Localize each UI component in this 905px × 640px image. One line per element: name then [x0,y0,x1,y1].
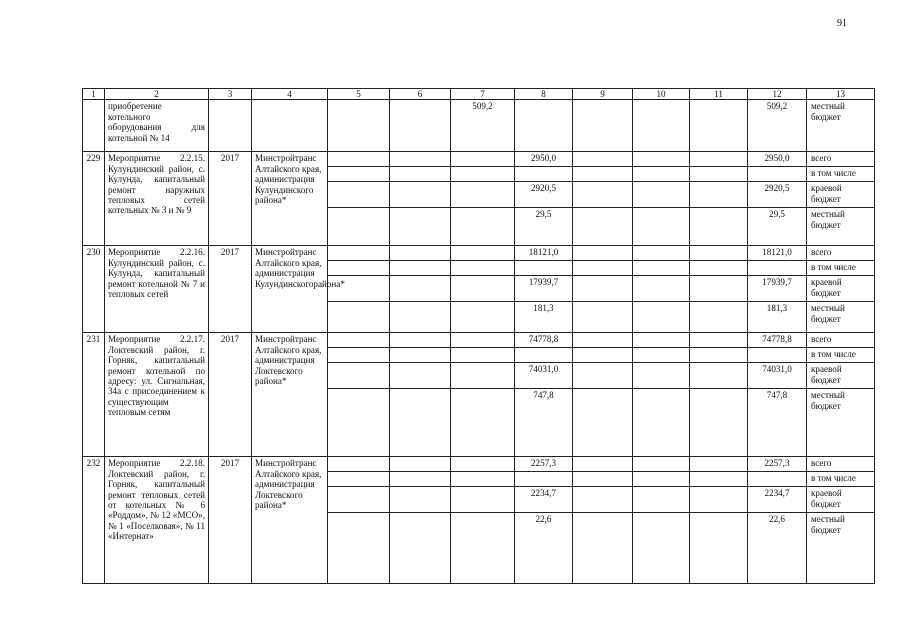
cell-col11 [690,261,748,276]
cell-col6 [390,333,451,348]
continued-description: приобретение котельного оборудования для котельной № 14 [105,100,209,152]
cell-col9 [573,208,633,246]
cell-col12: 2920,5 [748,182,807,208]
cell-col9 [573,457,633,472]
cell-col7 [451,333,515,348]
row-number: 232 [83,457,105,584]
cell-source: краевой бюджет [807,182,875,208]
cell-col5 [328,363,390,389]
cell-col10 [633,472,690,487]
cell-col12: 17939,7 [748,276,807,302]
cell-col6 [390,513,451,584]
cell-col8: 29,5 [515,208,573,246]
cell-source: краевой бюджет [807,363,875,389]
cell-col8 [515,472,573,487]
cell-col7 [451,246,515,261]
continued-row [83,100,875,152]
cell-col7 [451,302,515,333]
measure-executor: Минстройтранс Алтайского края, администрация Локтевского района* [252,333,328,457]
cell-col7 [451,261,515,276]
cell-col6 [390,152,451,167]
cell-col12 [748,261,807,276]
cell-col8: 181,3 [515,302,573,333]
cell-col7 [451,208,515,246]
cell-col6 [390,457,451,472]
cell-col8 [515,261,573,276]
table-row [83,457,875,472]
cell-col7 [451,152,515,167]
cell-source: всего [807,152,875,167]
cell-col7 [451,363,515,389]
cell-col5 [328,182,390,208]
table-row [83,152,875,167]
cell-col6 [390,182,451,208]
cell-col8: 2950,0 [515,152,573,167]
cell-col12 [748,472,807,487]
cell-col5 [328,333,390,348]
measure-year: 2017 [209,333,252,457]
cell-col11 [690,348,748,363]
cell-col8: 74031,0 [515,363,573,389]
cell-col7 [451,487,515,513]
cell-col11 [690,246,748,261]
cell-col10 [633,152,690,167]
cell-col11 [690,208,748,246]
cell-source: в том числе [807,167,875,182]
cell-col9 [573,167,633,182]
cell-col11 [690,472,748,487]
cell-source: в том числе [807,261,875,276]
cell-col9 [573,302,633,333]
col-header: 4 [252,89,328,100]
cell-col9 [573,472,633,487]
cell-col5 [328,348,390,363]
cell-col5 [328,246,390,261]
cell-source: в том числе [807,472,875,487]
cell-col5 [328,487,390,513]
cell-col12: 74031,0 [748,363,807,389]
row-number: 229 [83,152,105,246]
cell-source: всего [807,333,875,348]
measure-executor: Минстройтранс Алтайского края, администрация Локтевского района* [252,457,328,584]
col-header: 7 [451,89,515,100]
cell-source: в том числе [807,348,875,363]
cell-col7 [451,457,515,472]
cell-col11 [690,182,748,208]
cell-source: краевой бюджет [807,276,875,302]
cell-col11 [690,363,748,389]
measure-description: Мероприятие 2.2.18. Локтевский район, г. Горняк, капитальный ремонт тепловых сетей от котельных № 6 «Роддом», № 12 «МСО», № 1 «Поселковая», № 11 «Интернат» [105,457,209,584]
cell-col6 [390,487,451,513]
row-number: 230 [83,246,105,333]
cell-col8: 747,8 [515,389,573,457]
cell-col7 [451,348,515,363]
cell-col10 [633,348,690,363]
cell-col12: 2950,0 [748,152,807,167]
col-header: 2 [105,89,209,100]
measure-description: Мероприятие 2.2.16. Кулундинский район, с. Кулунда, капитальный ремонт котельной № 7 и тепловых сетей [105,246,209,333]
cell-col11 [690,389,748,457]
cell-col12: 2234,7 [748,487,807,513]
cell-col12: 29,5 [748,208,807,246]
cell-col11 [690,302,748,333]
cell-col9 [573,152,633,167]
cell-col11 [690,167,748,182]
cell-col9 [573,389,633,457]
cell-col7 [451,513,515,584]
cell-col9 [573,348,633,363]
cell-col11 [690,152,748,167]
cell-col12: 74778,8 [748,333,807,348]
cell-col11 [690,513,748,584]
measure-executor: Минстройтранс Алтайского края, администрация Кулундинскогорайона* [252,246,328,333]
cell-col5 [328,389,390,457]
cell-col12: 22,6 [748,513,807,584]
cell-col12: 747,8 [748,389,807,457]
cell-col6 [390,261,451,276]
cell-col7: 509,2 [451,100,515,152]
cell-col10 [633,513,690,584]
cell-source: местный бюджет [807,389,875,457]
cell-col5 [328,167,390,182]
cell-col8: 2920,5 [515,182,573,208]
cell-col10 [633,246,690,261]
cell-col8: 18121,0 [515,246,573,261]
cell-col6 [390,276,451,302]
cell-col10 [633,182,690,208]
col-header: 10 [633,89,690,100]
cell-col9 [573,246,633,261]
cell-col6 [390,167,451,182]
cell-col6 [390,348,451,363]
cell-source: местный бюджет [807,302,875,333]
cell-col10 [633,333,690,348]
cell-col6 [390,363,451,389]
cell-col10 [633,167,690,182]
cell-col10 [633,276,690,302]
cell-col7 [451,389,515,457]
cell-source: всего [807,246,875,261]
cell-col7 [451,276,515,302]
cell-col8: 2257,3 [515,457,573,472]
cell-col6 [390,472,451,487]
cell-col7 [451,472,515,487]
col-header: 6 [390,89,451,100]
table-row [83,333,875,348]
cell-source: всего [807,457,875,472]
col-header: 9 [573,89,633,100]
cell-col6 [390,208,451,246]
cell-col9 [573,333,633,348]
cell-col5 [328,472,390,487]
cell-col5 [328,261,390,276]
col-header: 5 [328,89,390,100]
col-header: 8 [515,89,573,100]
cell-col10 [633,487,690,513]
cell-col8: 17939,7 [515,276,573,302]
cell-col5 [328,302,390,333]
cell-col10 [633,457,690,472]
cell-col11 [690,276,748,302]
cell-col8: 2234,7 [515,487,573,513]
cell-col9 [573,261,633,276]
col-header: 12 [748,89,807,100]
cell-col5 [328,513,390,584]
table-row [83,246,875,261]
col-header: 11 [690,89,748,100]
col-header: 3 [209,89,252,100]
cell-col8: 22,6 [515,513,573,584]
measure-executor: Минстройтранс Алтайского края, администрация Кулундинского района* [252,152,328,246]
row-number: 231 [83,333,105,457]
cell-col11 [690,487,748,513]
cell-col12: 181,3 [748,302,807,333]
measure-year: 2017 [209,457,252,584]
col-header: 13 [807,89,875,100]
page-number: 91 [837,18,847,29]
cell-col9 [573,276,633,302]
measure-year: 2017 [209,246,252,333]
cell-col7 [451,167,515,182]
cell-col8 [515,167,573,182]
cell-source: краевой бюджет [807,487,875,513]
cell-col9 [573,513,633,584]
cell-col10 [633,363,690,389]
cell-col10 [633,302,690,333]
cell-col12: 2257,3 [748,457,807,472]
cell-col9 [573,363,633,389]
measure-year: 2017 [209,152,252,246]
cell-col5 [328,152,390,167]
cell-col6 [390,302,451,333]
cell-col8 [515,348,573,363]
cell-col9 [573,487,633,513]
header-row [83,89,875,100]
cell-col12 [748,167,807,182]
cell-col5 [328,457,390,472]
cell-col12: 509,2 [748,100,807,152]
cell-source: местный бюджет [807,208,875,246]
measure-description: Мероприятие 2.2.17. Локтевский район, г. Горняк, капитальный ремонт котельной по адресу: ул. Сигнальная, 34а с присоединением к существующим тепловым сетям [105,333,209,457]
cell-col6 [390,389,451,457]
cell-col12 [748,348,807,363]
measure-description: Мероприятие 2.2.15. Кулундинский район, с. Кулунда, капитальный ремонт наружных тепловых сетей котельных № 3 и № 9 [105,152,209,246]
program-table [82,88,875,584]
cell-source: местный бюджет [807,100,875,152]
cell-col7 [451,182,515,208]
cell-col11 [690,457,748,472]
cell-col10 [633,261,690,276]
cell-col8: 74778,8 [515,333,573,348]
col-header: 1 [83,89,105,100]
cell-col9 [573,182,633,208]
cell-col6 [390,246,451,261]
cell-source: местный бюджет [807,513,875,584]
cell-col12: 18121,0 [748,246,807,261]
cell-col10 [633,208,690,246]
cell-col10 [633,389,690,457]
cell-col5 [328,208,390,246]
cell-col11 [690,333,748,348]
